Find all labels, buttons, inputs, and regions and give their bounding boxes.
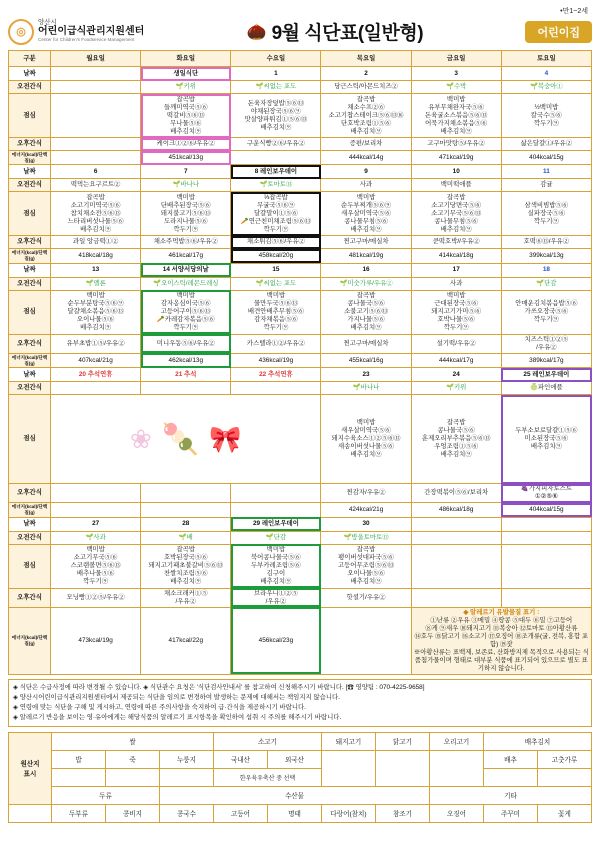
date-cell: 17 — [411, 263, 501, 277]
pm-snack-cell — [231, 484, 321, 503]
lunch-cell: 백미밥 북어콩나물국⑤⑥ 두부카레조림⑤⑥ 김구이 배추김치⑨ — [231, 544, 321, 588]
date-cell: 20 추석연휴 — [51, 368, 141, 382]
kcal-cell: 414kcal/18g — [411, 249, 501, 263]
origin-s-squid: 오징어 — [430, 804, 484, 822]
am-snack-cell: 🌱단감 — [231, 531, 321, 544]
table-row — [9, 588, 592, 607]
row-label-date: 날짜 — [9, 263, 51, 277]
am-snack-cell — [411, 531, 501, 544]
table-row — [9, 81, 592, 94]
lunch-cell: 잡곡밥 소고기당면국⑤⑥ 소고기무국⑤⑥⑬ 콩나물무침⑤⑥ 배추김치⑨ — [411, 192, 501, 236]
kcal-cell: 471kcal/19g — [411, 151, 501, 165]
pm-snack-cell: 증편/보리차 — [321, 138, 411, 151]
table-row — [9, 334, 592, 353]
am-snack-cell — [51, 81, 141, 94]
row-label-kcal: 에너지(kcal)/단백질(g) — [9, 503, 51, 517]
am-snack-cell: 🌱바나나 — [141, 179, 231, 192]
am-snack-cell: 🌱사과 — [51, 531, 141, 544]
origin-h-etc: 기타 — [430, 786, 592, 804]
logo-icon: ◎ — [8, 19, 34, 45]
lunch-cell — [51, 94, 141, 138]
column-header: 구분 — [9, 51, 51, 67]
am-snack-cell: 떡먹는요구르트② — [51, 179, 141, 192]
am-snack-cell — [231, 382, 321, 395]
origin-s-domestic: 국내산 — [214, 750, 268, 768]
row-label-kcal: 에너지(kcal)/단백질(g) — [9, 151, 51, 165]
kcal-cell: 389kcal/17g — [501, 353, 591, 367]
lunch-cell: 백미밥 물만두국⑤⑥⑬ 배견안배추무침⑤⑥ 감자채볶음⑤⑥ 깍두기⑨ — [231, 290, 321, 334]
date-cell: 9 — [321, 165, 411, 179]
table-row — [9, 236, 592, 249]
kcal-cell: 444kcal/17g — [411, 353, 501, 367]
table-header-row — [9, 51, 592, 67]
date-cell: 23 — [321, 368, 411, 382]
row-label-date: 날짜 — [9, 368, 51, 382]
ribbon-icon: 🎀 — [209, 424, 242, 455]
table-row — [9, 531, 592, 544]
note-line: ◈ 연령에 맞는 식단을 구해 및 게시하고, 연령에 따른 주의사항을 숙지하여 급·간식을 제공하시기 바랍니다. — [13, 703, 306, 711]
lunch-cell: 안매운김치볶음밥⑤⑥ 가쓰오장국⑤⑥ 깍두기⑨ — [501, 290, 591, 334]
kcal-cell: 481kcal/19g — [321, 249, 411, 263]
origin-v-duck — [430, 750, 484, 786]
row-label-lunch: 점심 — [9, 192, 51, 236]
lunch-cell: 백미밥 순두부분탕국⑤⑥⑨ 달걀채소볶음⑤⑥⑬ 오이나물⑤⑥ 배추김치⑨ — [51, 290, 141, 334]
pm-snack-cell: 카스텔라①②/우유② — [231, 334, 321, 353]
pm-snack-cell: 찐고구마/매실차 — [321, 236, 411, 249]
row-label-lunch: 점심 — [9, 395, 51, 484]
am-snack-cell: 🌱수박 — [411, 81, 501, 94]
column-header: 목요일 — [321, 51, 411, 67]
kcal-cell: 417kcal/22g — [141, 607, 231, 674]
date-cell: 4 — [501, 67, 591, 81]
kcal-cell: 424kcal/21g — [321, 503, 411, 517]
pm-snack-cell: 유부초밥①⑤/우유② — [51, 334, 141, 353]
pm-snack-cell: 쿤떡호박//우유② — [411, 236, 501, 249]
origin-v-pepper — [538, 768, 592, 786]
origin-s-cabbage: 배추 — [484, 750, 538, 768]
pm-snack-cell: 고구마맛탕⑤/우유② — [411, 138, 501, 151]
date-cell: 29 레인보우데이 — [231, 517, 321, 531]
column-header: 수요일 — [231, 51, 321, 67]
kcal-cell: 444kcal/14g — [321, 151, 411, 165]
date-cell: 7 — [141, 165, 231, 179]
am-snack-cell: 🌱복숭아① — [501, 81, 591, 94]
lunch-cell — [501, 544, 591, 588]
flower-icon: ❀ — [130, 424, 152, 455]
lunch-cell: 백미밥 단배추된장국⑤⑥ 돼지불고기⑤⑥⑬ 도라지나물⑤⑥ 깍두기⑨ — [141, 192, 231, 236]
row-label-am-snack: 오전간식 — [9, 531, 51, 544]
note-line: ◈ 양산시어린이급식관리지원센터에서 제공되는 식단을 임의로 변경하여 발생하는 문제에 대해서는 책임지지 않습니다. — [13, 693, 340, 701]
am-snack-cell: 사과 — [411, 277, 501, 290]
date-cell: 10 — [411, 165, 501, 179]
kcal-cell: 451kcal/13g — [141, 151, 231, 165]
page-title: 9월 식단표(일반형) — [271, 23, 424, 44]
am-snack-cell: 🌱배 — [141, 531, 231, 544]
table-row — [9, 395, 592, 484]
date-cell: 생일식단 — [141, 67, 231, 81]
am-snack-cell: 🌱씨없는 포도 — [231, 277, 321, 290]
row-label-date: 날짜 — [9, 165, 51, 179]
column-header: 화요일 — [141, 51, 231, 67]
origin-s-foreign: 외국산 — [268, 750, 322, 768]
lunch-cell: 백미밥 순두부찌개⑤⑥⑨ 새우살미역국⑤⑥ 콩나물무침⑤⑥ 배추김치⑨ — [321, 192, 411, 236]
pm-snack-cell — [51, 484, 141, 503]
origin-table — [8, 732, 592, 823]
allergy-info: ◈ 알레르기 유발물질 표기 : ①난류 ②우유 ③메밀 ④땅콩 ⑤대두 ⑥밀 ⑦고등어 ⑧게 ⑨새우 ⑩돼지고기 ⑪복숭아 ⑫토마토 ⑬아황산류 ⑭호두 ⑮닭고기 ⑯소고기 ⑰오징어 ⑱조개류(굴, 전복, 홍합 포함) ⑲잣 ※아황산류는 표백제, 보존료, 산화방지제 목적으로 사용되는 식품첨가물이며 형태로 대부분 식품에 표기되어 있으므로 별도 표기하지 않습니다. — [411, 607, 591, 674]
am-snack-cell: 🌱미숫가루/우유② — [321, 277, 411, 290]
row-label-lunch: 점심 — [9, 94, 51, 138]
date-cell: 6 — [51, 165, 141, 179]
date-cell: 11 — [501, 165, 591, 179]
origin-v-beef: 한우육우축산 중 선택 — [214, 768, 322, 786]
pm-snack-cell: 구운식빵②⑥/우유② — [231, 138, 321, 151]
lunch-cell: ⅓잡곡밥 무굴국⑤⑥⑨ 달걀말이①⑤⑥ 🥕연근친미채조림⑤⑥⑬ 깍두기⑨ — [231, 192, 321, 236]
pm-snack-cell — [411, 588, 501, 607]
lunch-cell: 백미밥 유부무채완자국⑤⑥ 돈육굴소스볶음⑤⑥⑬ 어묵가지채소볶음⑤⑥ 배추김치⑨ — [411, 94, 501, 138]
am-snack-cell: 감귤 — [501, 179, 591, 192]
pm-snack-cell: 채소주먹밥⑤⑥/우유② — [141, 236, 231, 249]
kcal-cell: 418kcal/18g — [51, 249, 141, 263]
am-snack-cell — [51, 382, 141, 395]
date-cell: 13 — [51, 263, 141, 277]
row-label-am-snack: 오전간식 — [9, 382, 51, 395]
pm-snack-cell: 간장떡볶이⑤⑥/보리차 — [411, 484, 501, 503]
table-row — [9, 503, 592, 517]
kcal-cell: 404kcal/15g — [501, 503, 591, 517]
menu-table — [8, 50, 592, 675]
am-snack-cell: 🌱토마토⑬ — [231, 179, 321, 192]
column-header: 금요일 — [411, 51, 501, 67]
origin-s-pollack: 명태 — [268, 804, 322, 822]
kcal-cell: 407kcal/21g — [51, 353, 141, 367]
kcal-cell: 456kcal/23g — [231, 607, 321, 674]
origin-label2 — [9, 804, 52, 822]
origin-s-kongbiji: 콩비지 — [106, 804, 160, 822]
origin-v-pork — [322, 750, 376, 786]
table-row — [9, 67, 592, 81]
origin-h-rice: 쌀 — [52, 732, 214, 750]
row-label-kcal: 에너지(kcal)/단백질(g) — [9, 249, 51, 263]
pm-snack-cell: 브라우니①②⑤ /우유② — [231, 588, 321, 607]
am-snack-cell: 🌱키위 — [411, 382, 501, 395]
date-cell — [501, 517, 591, 531]
lunch-cell: 잡곡밥 소고기미역국⑤⑥ 참치채소전⑤⑥⑬ 느타리버섯나물⑤⑥ 배추김치⑨ — [51, 192, 141, 236]
am-snack-cell: 🌱방울토마토⑬ — [321, 531, 411, 544]
row-label-date: 날짜 — [9, 67, 51, 81]
row-label-kcal: 에너지(kcal)/단백질(g) — [9, 607, 51, 674]
kcal-cell: 455kcal/16g — [321, 353, 411, 367]
origin-s-bap: 밥 — [52, 750, 106, 768]
row-label-lunch: 점심 — [9, 544, 51, 588]
page-header — [8, 18, 592, 45]
lunch-cell: 삼색비빔밥⑤⑥ 실파장국⑤⑥ 깍두기⑨ — [501, 192, 591, 236]
lunch-cell: 잡곡밥 팽이버섯대파국⑤⑥ 고등어무조림⑤⑥⑬ 오이나물⑤⑥ 배추김치⑨ — [321, 544, 411, 588]
kcal-cell: 462kcal/13g — [141, 353, 231, 367]
row-label-pm-snack: 오후간식 — [9, 236, 51, 249]
origin-s-mackerel: 고등어 — [214, 804, 268, 822]
am-snack-cell: 🌱씨없는 포도 — [231, 81, 321, 94]
am-snack-cell: 🌱바나나 — [321, 382, 411, 395]
pm-snack-cell: 케이크①②⑥/우유② — [141, 138, 231, 151]
pm-snack-cell — [141, 484, 231, 503]
brand-logo — [8, 19, 144, 45]
origin-s-octopus: 주꾸미 — [484, 804, 538, 822]
table-row — [9, 353, 592, 367]
table-row — [9, 290, 592, 334]
origin-v-nurungji — [160, 768, 214, 786]
kcal-cell: 399kcal/13g — [501, 249, 591, 263]
kcal-cell: 461kcal/17g — [141, 249, 231, 263]
date-cell: 27 — [51, 517, 141, 531]
kcal-cell: 486kcal/18g — [411, 503, 501, 517]
pm-snack-cell: 찐감자/우유② — [321, 484, 411, 503]
date-cell: 25 레인보우데이 — [501, 368, 591, 382]
pm-snack-cell: 찐고구마/매실차 — [321, 334, 411, 353]
kcal-cell: 473kcal/19g — [51, 607, 141, 674]
date-cell: 22 추석연휴 — [231, 368, 321, 382]
origin-label: 원산지 표시 — [9, 732, 52, 804]
lunch-cell: 돈육자장덮밥⑤⑥⑬ 야채된장국⑤⑥⑨ 맛살양파튀김①⑤⑥⑬ 배추김치⑨ — [231, 94, 321, 138]
table-row — [9, 517, 592, 531]
date-cell: 2 — [321, 67, 411, 81]
column-header: 월요일 — [51, 51, 141, 67]
origin-h-pork: 돼지고기 — [322, 732, 376, 750]
kcal-cell — [141, 503, 231, 517]
origin-s-kongguksu: 콩국수 — [160, 804, 214, 822]
date-cell: 14 서양서당의날 — [141, 263, 231, 277]
lunch-cell: 잡곡밥 들깨미역국⑤⑥ 떡갈비⑤⑥⑬ 무나물⑤⑥ 배추김치⑨ — [141, 94, 231, 138]
kcal-cell — [231, 503, 321, 517]
table-row — [9, 179, 592, 192]
am-snack-cell: 사과 — [321, 179, 411, 192]
origin-v-cabbage — [484, 768, 538, 786]
column-header: 토요일 — [501, 51, 591, 67]
pm-snack-cell: 설기떡/우유② — [411, 334, 501, 353]
date-cell: 8 레인보우데이 — [231, 165, 321, 179]
table-row — [9, 263, 592, 277]
origin-v-juk — [106, 768, 160, 786]
origin-h-chicken: 닭고기 — [376, 732, 430, 750]
table-row — [9, 165, 592, 179]
row-label-kcal: 에너지(kcal)/단백질(g) — [9, 353, 51, 367]
pm-snack-cell: 삶은달걀①/우유② — [501, 138, 591, 151]
lunch-cell: 잡곡밥 콩나물국⑤⑥ 소불고기⑤⑥⑬ 가지나물⑤⑥ 배추김치⑨ — [321, 290, 411, 334]
holiday-art-cell — [51, 395, 321, 484]
origin-s-nurungji: 누룽지 — [160, 750, 214, 768]
pm-snack-cell: 호떡⑥⑬/우유② — [501, 236, 591, 249]
row-label-date: 날짜 — [9, 517, 51, 531]
origin-s-pepper: 고춧가루 — [538, 750, 592, 768]
table-row — [9, 277, 592, 290]
origin-v-chicken — [376, 750, 430, 786]
origin-h-beef: 소고기 — [214, 732, 322, 750]
pm-snack-cell: 핫셜기/우유② — [321, 588, 411, 607]
lunch-cell: 백미밥 근대된장국⑤⑥ 돼지고기가미⑤⑥ 호박나물⑤⑥ 깍두기⑨ — [411, 290, 501, 334]
brand-line2: 어린이급식관리지원센터 — [38, 26, 145, 38]
pm-snack-cell: 채소크래커①⑤ /우유② — [141, 588, 231, 607]
row-label-pm-snack: 오후간식 — [9, 484, 51, 503]
date-cell: 1 — [231, 67, 321, 81]
origin-h-duck: 오리고기 — [430, 732, 484, 750]
lunch-cell: 백미밥 감자옹심이국⑤⑥ 고등어구이⑤⑥⑬ 🥕카레감자볶음⑤⑥ 깍두기⑨ — [141, 290, 231, 334]
kcal-cell: 436kcal/19g — [231, 353, 321, 367]
notes-block — [8, 679, 592, 727]
table-row — [9, 484, 592, 503]
pm-snack-cell: 🍇가지피자토스트 ①②⑤⑥ — [501, 484, 591, 503]
table-row — [9, 544, 592, 588]
brand-line1: 양산시 — [38, 19, 57, 27]
date-cell: 16 — [321, 263, 411, 277]
row-label-pm-snack: 오후간식 — [9, 138, 51, 151]
date-cell — [411, 517, 501, 531]
lunch-cell: 백미밥 새우살미역국⑤⑥ 돼지수육소스①②⑤⑥⑬ 새송이버섯나물⑤⑥ 배추김치⑨ — [321, 395, 411, 484]
lunch-cell: 두부소보로달걀①⑤⑥ 미소된장국⑤⑥ 배추김치⑨ — [501, 395, 591, 484]
kcal-cell — [321, 607, 411, 674]
am-snack-cell: 🌱키위 — [141, 81, 231, 94]
table-row — [9, 151, 592, 165]
table-row — [9, 607, 592, 674]
lunch-cell: 잡곡밥 채소수프②⑥ 소고기찹스테이크⑤⑥⑬⑯ 단호박조림①⑤⑥ 배추김치⑨ — [321, 94, 411, 138]
date-cell: 15 — [231, 263, 321, 277]
am-snack-cell: 백미떡애플 — [411, 179, 501, 192]
acorn-icon: 🌰 — [246, 23, 267, 41]
origin-s-tuna: 다랑어(참치) — [322, 804, 376, 822]
kcal-cell — [51, 503, 141, 517]
am-snack-cell: 당근스틱/아몬드치즈② — [321, 81, 411, 94]
origin-s-crab: 꽃게 — [538, 804, 592, 822]
row-label-am-snack: 오전간식 — [9, 81, 51, 94]
pm-snack-cell: 과일 앙금떡①② — [51, 236, 141, 249]
row-label-pm-snack: 오후간식 — [9, 588, 51, 607]
date-cell: 3 — [411, 67, 501, 81]
plate-icon: 🍡 — [161, 422, 200, 456]
date-cell: 24 — [411, 368, 501, 382]
am-snack-cell: 🌱멜론 — [51, 277, 141, 290]
date-cell: 28 — [141, 517, 231, 531]
pm-snack-cell: 채소튀김⑤⑥/우유② — [231, 236, 321, 249]
pm-snack-cell: 모닝빵①②⑤/우유② — [51, 588, 141, 607]
kcal-cell — [51, 151, 141, 165]
lunch-cell: 백미밥 소고기무국⑤⑥ 스코랜볼면⑤⑥⑬ 배추나물⑤⑥ 깍두기⑨ — [51, 544, 141, 588]
origin-h-kimchi: 배추김치 — [484, 732, 592, 750]
note-line: ◈ 알레르기 반응을 보이는 영·유아에게는 해당식품의 알레르기 표시항목을 확인하여 섭취 시 주의를 해주시기 바랍니다. — [13, 713, 342, 721]
am-snack-cell: 🌱오이스틱/레몬드레싱 — [141, 277, 231, 290]
origin-s-juk: 죽 — [106, 750, 160, 768]
origin-s-croaker: 참조기 — [376, 804, 430, 822]
kcal-cell: 458kcal/20g — [231, 249, 321, 263]
origin-h-bean: 두류 — [52, 786, 160, 804]
date-cell — [51, 67, 141, 81]
table-row — [9, 249, 592, 263]
pm-snack-cell — [501, 588, 591, 607]
table-row — [9, 94, 592, 138]
pm-snack-cell — [51, 138, 141, 151]
row-label-am-snack: 오전간식 — [9, 179, 51, 192]
origin-v-bap — [52, 768, 106, 786]
lunch-cell: 잡곡밥 호박된장국⑤⑥ 돼지고기패초불갈비⑤⑥⑬ 찬쌀치조림⑤⑥ 배추김치⑨ — [141, 544, 231, 588]
table-row — [9, 138, 592, 151]
row-label-lunch: 점심 — [9, 290, 51, 334]
lunch-cell — [411, 544, 501, 588]
kcal-cell — [231, 151, 321, 165]
lunch-cell: 잡곡밥 콩나물국⑤⑥ 훈제오리부추볶음⑤⑥⑬ 우엉조림①⑤⑥ 배추김치⑨ — [411, 395, 501, 484]
am-snack-cell — [141, 382, 231, 395]
kcal-cell: 404kcal/15g — [501, 151, 591, 165]
origin-h-seafood: 수산물 — [160, 786, 430, 804]
lunch-cell: ½백미밥 칼국수⑤⑥ 깍두기⑨ — [501, 94, 591, 138]
table-row — [9, 382, 592, 395]
date-cell: 21 추석 — [141, 368, 231, 382]
date-cell: 18 — [501, 263, 591, 277]
am-snack-cell — [501, 531, 591, 544]
brand-line3: Center for Children's Foodservice Management — [38, 36, 135, 42]
table-row — [9, 192, 592, 236]
table-row — [9, 368, 592, 382]
row-label-am-snack: 오전간식 — [9, 277, 51, 290]
pm-snack-cell: 치즈스틱①②⑤ /우유② — [501, 334, 591, 353]
age-note: •만1~2세 — [560, 8, 588, 15]
origin-s-tofu: 두부류 — [52, 804, 106, 822]
date-cell: 30 — [321, 517, 411, 531]
row-label-pm-snack: 오후간식 — [9, 334, 51, 353]
note-line: ◈ 식단은 수급사정에 따라 변경될 수 있습니다. ◈ 식단관수 요청은 '식단검사안내서' 를 참고하여 신청해주시기 바랍니다. [☎ 영양팀 : 070-4225-9658] — [13, 683, 425, 691]
am-snack-cell: 🍈파인애플 — [501, 382, 591, 395]
pm-snack-cell: 미니우동⑤⑥/우유② — [141, 334, 231, 353]
am-snack-cell: 🌱단감 — [501, 277, 591, 290]
facility-badge: 어린이집 — [525, 21, 592, 43]
